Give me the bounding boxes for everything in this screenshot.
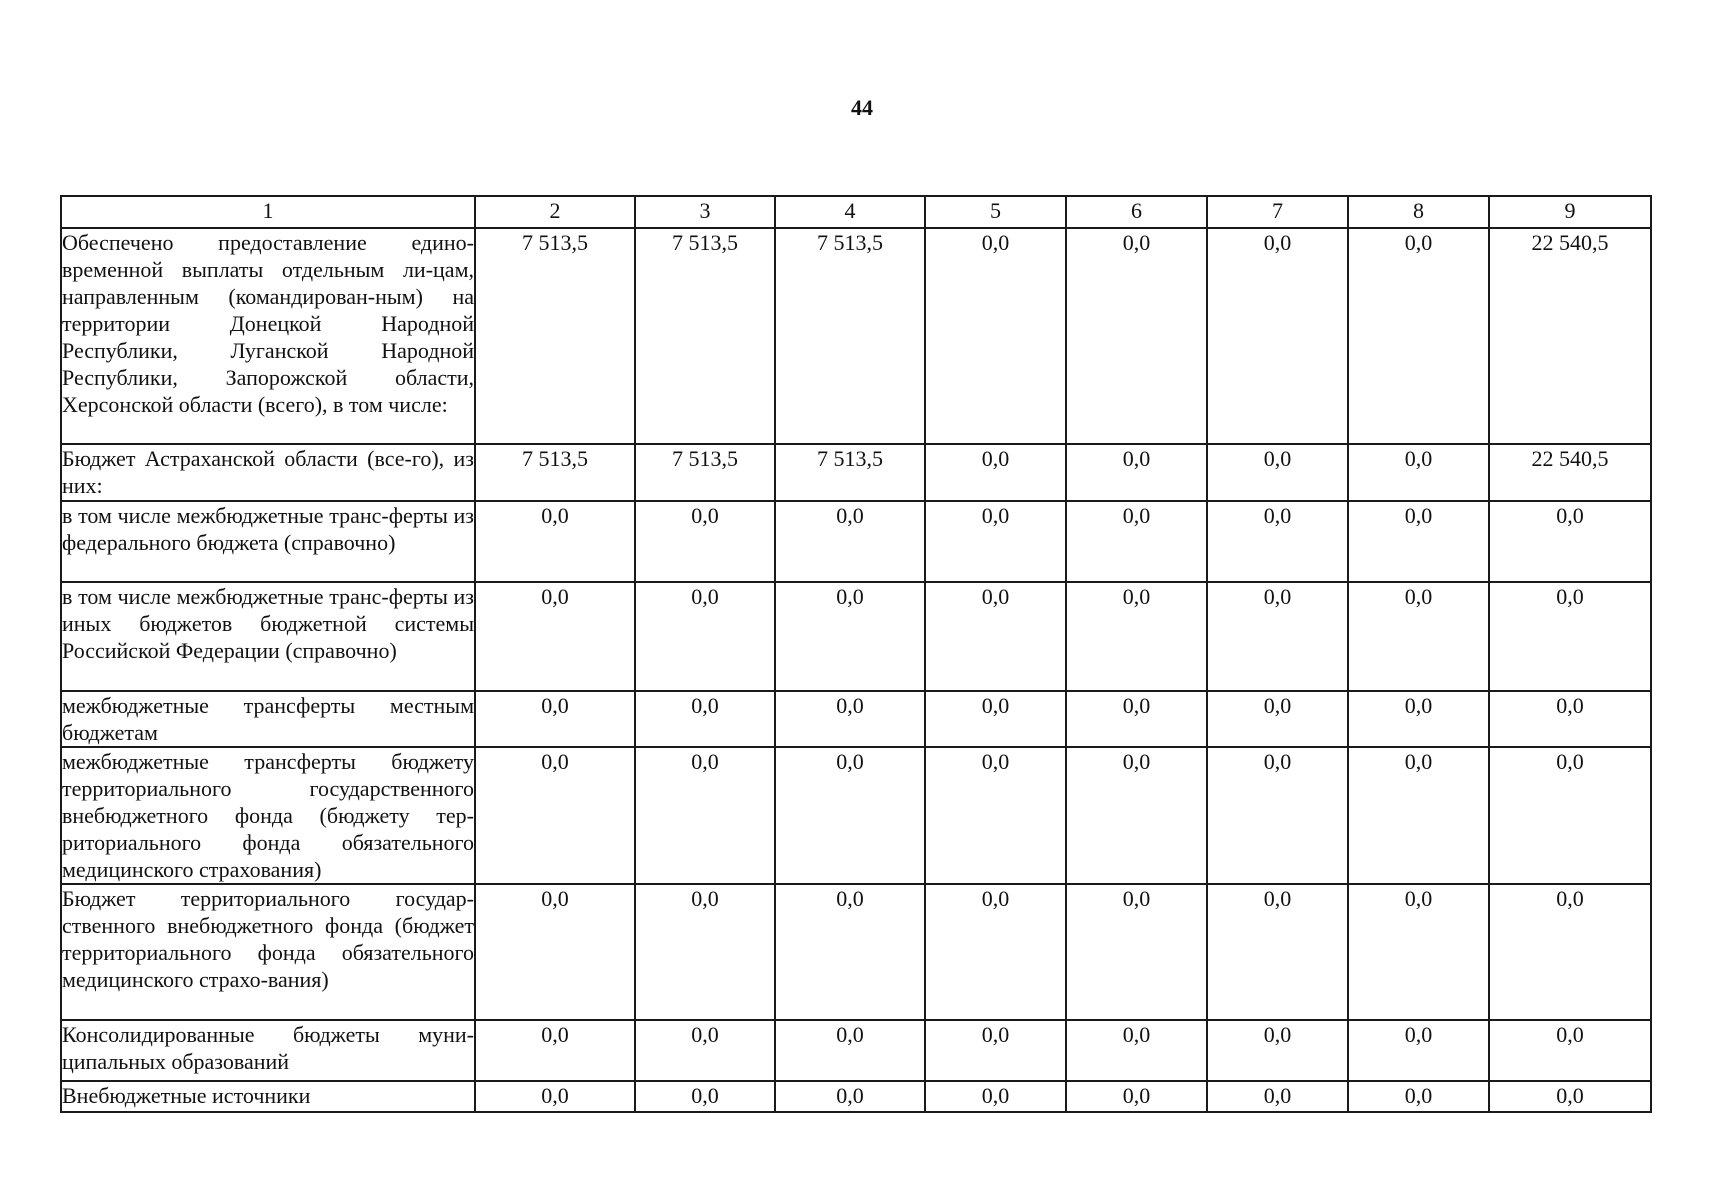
table-cell: 0,0 bbox=[1066, 884, 1207, 1020]
table-cell: 0,0 bbox=[475, 582, 635, 691]
row-label: Внебюджетные источники bbox=[61, 1081, 475, 1112]
column-header: 9 bbox=[1489, 196, 1651, 228]
table-cell: 0,0 bbox=[925, 1020, 1066, 1081]
table-row bbox=[61, 747, 1651, 884]
table-cell: 0,0 bbox=[925, 691, 1066, 747]
table-cell: 0,0 bbox=[925, 582, 1066, 691]
table-cell: 0,0 bbox=[1066, 582, 1207, 691]
table-cell: 0,0 bbox=[475, 691, 635, 747]
table-cell: 0,0 bbox=[1066, 228, 1207, 444]
table-cell: 0,0 bbox=[1489, 1081, 1651, 1112]
column-header: 6 bbox=[1066, 196, 1207, 228]
table-cell: 0,0 bbox=[1066, 1081, 1207, 1112]
table-cell: 0,0 bbox=[1207, 691, 1348, 747]
table-cell: 0,0 bbox=[1066, 747, 1207, 884]
table-cell: 0,0 bbox=[475, 501, 635, 582]
table-cell: 0,0 bbox=[635, 1081, 775, 1112]
column-header: 1 bbox=[61, 196, 475, 228]
table-cell: 0,0 bbox=[1489, 501, 1651, 582]
table-cell: 0,0 bbox=[1207, 444, 1348, 501]
table-cell: 0,0 bbox=[475, 1081, 635, 1112]
row-label: межбюджетные трансферты бюджету территориального государственного внебюджетного фонда (бюджету тер-риториального фонда обязательного медицинского страхования) bbox=[62, 749, 474, 882]
table-cell: 22 540,5 bbox=[1489, 228, 1651, 444]
column-header: 5 bbox=[925, 196, 1066, 228]
table-cell: 0,0 bbox=[635, 1020, 775, 1081]
table-cell: 0,0 bbox=[635, 691, 775, 747]
column-header: 8 bbox=[1348, 196, 1489, 228]
table-cell: 0,0 bbox=[635, 501, 775, 582]
table-row bbox=[61, 884, 1651, 1020]
table-cell: 0,0 bbox=[1348, 1081, 1489, 1112]
table-cell: 0,0 bbox=[1066, 691, 1207, 747]
table-cell: 0,0 bbox=[1489, 691, 1651, 747]
table-cell: 0,0 bbox=[1066, 501, 1207, 582]
table-cell: 0,0 bbox=[1489, 884, 1651, 1020]
table-cell: 0,0 bbox=[1066, 444, 1207, 501]
table-cell: 22 540,5 bbox=[1489, 444, 1651, 501]
row-label: межбюджетные трансферты местным бюджетам bbox=[62, 693, 474, 745]
table-cell: 0,0 bbox=[925, 228, 1066, 444]
table-cell: 0,0 bbox=[925, 501, 1066, 582]
table-cell: 0,0 bbox=[1348, 501, 1489, 582]
table-cell: 0,0 bbox=[1489, 747, 1651, 884]
table-cell: 7 513,5 bbox=[475, 228, 635, 444]
table-cell: 7 513,5 bbox=[775, 444, 925, 501]
table-cell: 0,0 bbox=[1207, 1020, 1348, 1081]
table-row bbox=[61, 228, 1651, 444]
row-label: Бюджет территориального государ-ственного внебюджетного фонда (бюджет территориального фонда обязательного медицинского страхо-вания) bbox=[61, 884, 475, 1020]
table-cell: 0,0 bbox=[1207, 747, 1348, 884]
table-row bbox=[61, 1081, 1651, 1112]
table-row bbox=[61, 582, 1651, 691]
table-row bbox=[61, 444, 1651, 501]
table-cell: 0,0 bbox=[775, 582, 925, 691]
table-cell: 0,0 bbox=[775, 691, 925, 747]
table-cell: 0,0 bbox=[925, 444, 1066, 501]
table-cell: 7 513,5 bbox=[635, 228, 775, 444]
table-cell: 0,0 bbox=[475, 1020, 635, 1081]
table-cell: 0,0 bbox=[1489, 1020, 1651, 1081]
table-cell: 0,0 bbox=[1066, 1020, 1207, 1081]
row-label: Консолидированные бюджеты муни-ципальных образований bbox=[61, 1020, 475, 1081]
row-label: Бюджет Астраханской области (все-го), из них: bbox=[61, 444, 475, 501]
table-cell: 0,0 bbox=[1207, 501, 1348, 582]
table-cell: 0,0 bbox=[775, 1081, 925, 1112]
table-cell: 0,0 bbox=[1207, 884, 1348, 1020]
row-label: в том числе межбюджетные транс-ферты из иных бюджетов бюджетной системы Российской Федерации (справочно) bbox=[61, 582, 475, 691]
column-header: 3 bbox=[635, 196, 775, 228]
table-cell: 0,0 bbox=[1348, 582, 1489, 691]
column-header: 7 bbox=[1207, 196, 1348, 228]
table-cell: 0,0 bbox=[475, 747, 635, 884]
column-header: 4 bbox=[775, 196, 925, 228]
table-row bbox=[61, 501, 1651, 582]
table-cell: 0,0 bbox=[1348, 228, 1489, 444]
table-cell: 0,0 bbox=[1489, 582, 1651, 691]
row-label: в том числе межбюджетные транс-ферты из федерального бюджета (справочно) bbox=[61, 501, 475, 582]
table-cell: 0,0 bbox=[1348, 444, 1489, 501]
table-cell: 0,0 bbox=[775, 884, 925, 1020]
table-cell: 0,0 bbox=[1207, 228, 1348, 444]
column-header: 2 bbox=[475, 196, 635, 228]
table-header-row bbox=[61, 196, 1651, 228]
table-cell: 7 513,5 bbox=[475, 444, 635, 501]
table-cell: 0,0 bbox=[1348, 747, 1489, 884]
table-cell: 0,0 bbox=[1207, 1081, 1348, 1112]
table-cell: 0,0 bbox=[925, 747, 1066, 884]
table-cell: 0,0 bbox=[635, 582, 775, 691]
page-number: 44 bbox=[851, 95, 873, 120]
table-cell: 0,0 bbox=[1348, 884, 1489, 1020]
table-cell: 0,0 bbox=[475, 884, 635, 1020]
table-cell: 0,0 bbox=[775, 1020, 925, 1081]
table-row bbox=[61, 1020, 1651, 1081]
table-cell: 0,0 bbox=[1207, 582, 1348, 691]
budget-table bbox=[60, 195, 1652, 1113]
table-cell: 0,0 bbox=[635, 747, 775, 884]
table-cell: 0,0 bbox=[925, 1081, 1066, 1112]
table-cell: 0,0 bbox=[775, 747, 925, 884]
table-row bbox=[61, 691, 1651, 747]
table-cell: 7 513,5 bbox=[635, 444, 775, 501]
table-cell: 0,0 bbox=[775, 501, 925, 582]
table-cell: 0,0 bbox=[925, 884, 1066, 1020]
row-label: Обеспечено предоставление едино-временной выплаты отдельным ли-цам, направленным (командирован-ным) на территории Донецкой Народной Республики, Луганской Народной Республики, Запорожской области, Херсонской области (всего), в том числе: bbox=[61, 228, 475, 444]
table-cell: 0,0 bbox=[1348, 1020, 1489, 1081]
table-cell: 0,0 bbox=[635, 884, 775, 1020]
table-cell: 0,0 bbox=[1348, 691, 1489, 747]
table-cell: 7 513,5 bbox=[775, 228, 925, 444]
